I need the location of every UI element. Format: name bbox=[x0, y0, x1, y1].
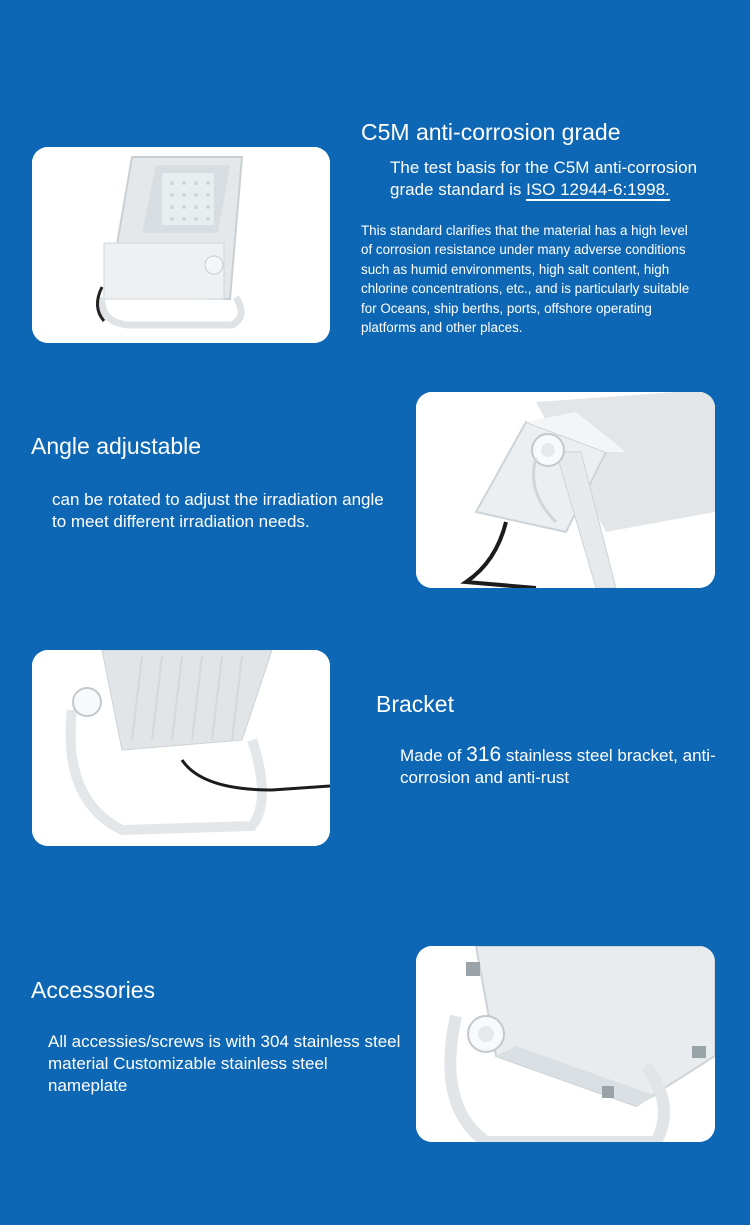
bracket-angle-illustration bbox=[416, 392, 715, 588]
accessories-title: Accessories bbox=[31, 977, 155, 1003]
bracket-grade-number: 316 bbox=[466, 743, 502, 766]
angle-description: can be rotated to adjust the irradiation angle to meet different irradiation needs. bbox=[52, 490, 384, 531]
bracket-side-illustration bbox=[32, 650, 330, 846]
bracket-desc-tail: stainless steel bracket, anti-corrosion and anti-rust bbox=[400, 746, 716, 787]
c5m-standard-ref: ISO 12944-6:1998. bbox=[526, 180, 670, 199]
bracket-side-photo bbox=[32, 650, 330, 846]
c5m-description: This standard clarifies that the material has a high level of corrosion resistance under many adverse conditions such as humid environments, high salt content, high chlorine concentrations, etc., and is particularly suitable for Oceans, ship berths, ports, offshore operating platforms and other places. bbox=[361, 223, 690, 336]
accessories-illustration bbox=[416, 946, 715, 1142]
floodlight-front-illustration bbox=[32, 147, 330, 343]
angle-title: Angle adjustable bbox=[31, 433, 202, 459]
bracket-title: Bracket bbox=[376, 691, 454, 717]
bracket-description bbox=[400, 744, 720, 789]
bracket-angle-photo bbox=[416, 392, 715, 588]
floodlight-front-photo bbox=[32, 147, 330, 343]
bracket-desc-lead: Made of bbox=[400, 746, 467, 765]
c5m-basis-text bbox=[390, 157, 710, 201]
c5m-basis-lead: The test basis for the C5M anti-corrosion grade standard is bbox=[390, 158, 698, 199]
accessories-photo bbox=[416, 946, 715, 1142]
c5m-title: C5M anti-corrosion grade bbox=[361, 119, 621, 145]
accessories-description: All accessies/screws is with 304 stainless steel material Customizable stainless steel nameplate bbox=[48, 1032, 401, 1095]
